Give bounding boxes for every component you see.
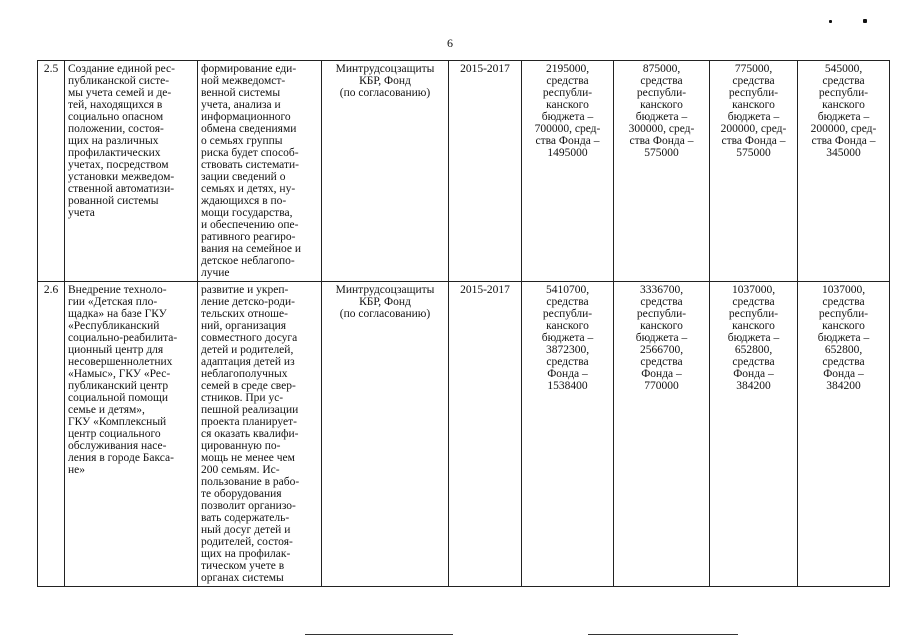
- period: 2015-2017: [449, 61, 522, 282]
- page-number: 6: [447, 36, 453, 50]
- table-row: [38, 61, 890, 282]
- funding-year-3: 545000, средства республи- канского бюджета – 200000, сред- ства Фонда – 345000: [798, 61, 890, 282]
- row-number: 2.5: [38, 61, 65, 282]
- funding-year-2: 1037000, средства республи- канского бюджета – 652800, средства Фонда – 384200: [710, 282, 798, 587]
- scan-speck: [863, 19, 867, 23]
- measures-table: [37, 60, 890, 587]
- funding-total: 5410700, средства республи- канского бюджета – 3872300, средства Фонда – 1538400: [522, 282, 614, 587]
- funding-year-1: 3336700, средства республи- канского бюджета – 2566700, средства Фонда – 770000: [614, 282, 710, 587]
- funding-total: 2195000, средства республи- канского бюджета – 700000, сред- ства Фонда – 1495000: [522, 61, 614, 282]
- executor: Минтрудсоцзащиты КБР, Фонд (по согласованию): [322, 61, 449, 282]
- scan-speck: [829, 20, 832, 23]
- measure-name: Создание единой рес- публиканской систе- мы учета семей и де- тей, находящихся в социально опасном положении, состоя- щих на различных профилактических учетах, посредством установки межведом- ственной автоматизи- рованной системы учета: [65, 61, 198, 282]
- funding-year-2: 775000, средства республи- канского бюджета – 200000, сред- ства Фонда – 575000: [710, 61, 798, 282]
- row-number: 2.6: [38, 282, 65, 587]
- measure-name: Внедрение техноло- гии «Детская пло- щадка» на базе ГКУ «Республиканский социально-реабилита- ционный центр для несовершеннолетних «Намыс», ГКУ «Рес- публиканский центр социальной помощи семье и детям», ГКУ «Комплексный центр социального обслуживания насе- ления в городе Бакса- не»: [65, 282, 198, 587]
- period: 2015-2017: [449, 282, 522, 587]
- funding-year-1: 875000, средства республи- канского бюджета – 300000, сред- ства Фонда – 575000: [614, 61, 710, 282]
- expected-result: формирование еди- ной межведомст- венной системы учета, анализа и информационного обмена сведениями о семьях группы риска будет способ- ствовать системати- зации сведений о семьях и детях, ну- ждающихся в по- мощи государства, и обеспечению опе- ративного реагиро- вания на семейное и детское неблагопо- лучие: [198, 61, 322, 282]
- funding-year-3: 1037000, средства республи- канского бюджета – 652800, средства Фонда – 384200: [798, 282, 890, 587]
- table-row: [38, 282, 890, 587]
- expected-result: развитие и укреп- ление детско-роди- тельских отноше- ний, организация совместного досуга детей и родителей, адаптация детей из неблагополучных семей в среде свер- стников. При ус- пешной реализации проекта планирует- ся оказать квалифи- цированную по- мощь не менее чем 200 семьям. Ис- пользование в рабо- те оборудования позволит организо- вать содержатель- ный досуг детей и родителей, состоя- щих на профилак- тическом учете в органах системы: [198, 282, 322, 587]
- executor: Минтрудсоцзащиты КБР, Фонд (по согласованию): [322, 282, 449, 587]
- scan-edge-line: [305, 634, 453, 635]
- scan-edge-line: [588, 634, 738, 635]
